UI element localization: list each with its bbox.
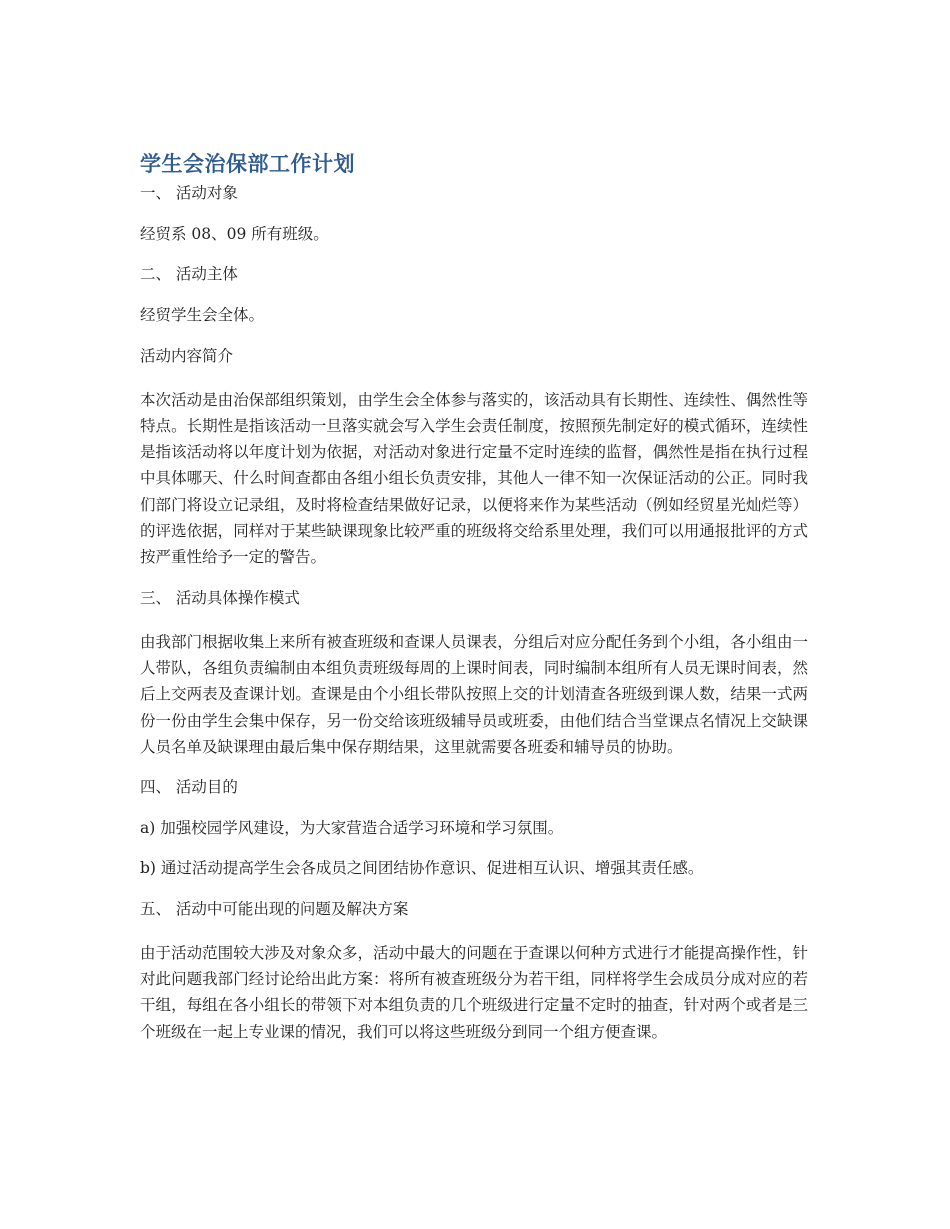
page-title: 学生会治保部工作计划	[140, 152, 355, 176]
section-heading-problems: 五、 活动中可能出现的问题及解决方案	[140, 899, 409, 918]
section-heading-subject: 二、 活动主体	[140, 265, 238, 284]
section-text-operation: 由我部门根据收集上来所有被查班级和查课人员课表，分组后对应分配任务到个小组，各小组由一人带队，各组负责编制由本组负责班级每周的上课时间表，同时编制本组所有人员无课时间表，然后上交两表及查课计划。查课是由个小组长带队按照上交的计划清查各班级到课人数，结果一式两份一份由学生会集中保存，另一份交给该班级辅导员或班委，由他们结合当堂课点名情况上交缺课人员名单及缺课理由最后集中保存期结果，这里就需要各班委和辅导员的协助。	[140, 632, 808, 756]
purpose-item-b: b) 通过活动提高学生会各成员之间团结协作意识、促进相互认识、增强其责任感。	[140, 859, 704, 878]
section-text-subject: 经贸学生会全体。	[140, 306, 265, 325]
section-text-problems: 由于活动范围较大涉及对象众多，活动中最大的问题在于查课以何种方式进行才能提高操作性，针对此问题我部门经讨论给出此方案：将所有被查班级分为若干组，同样将学生会成员分成对应的若干组，每组在各小组长的带领下对本组负责的几个班级进行定量不定时的抽查，针对两个或者是三个班级在一起上专业课的情况，我们可以将这些班级分到同一个组方便查课。	[140, 943, 808, 1041]
document-page	[140, 148, 808, 1045]
section-heading-operation: 三、 活动具体操作模式	[140, 588, 300, 607]
section-text-target: 经贸系 08、09 所有班级。	[140, 225, 329, 243]
section-text-intro: 本次活动是由治保部组织策划，由学生会全体参与落实的，该活动具有长期性、连续性、偶然性等特点。长期性是指该活动一旦落实就会写入学生会责任制度，按照预先制定好的模式循环，连续性是指该活动将以年度计划为依据，对活动对象进行定量不定时连续的监督，偶然性是指在执行过程中具体哪天、什么时间查都由各组小组长负责安排，其他人一律不知一次保证活动的公正。同时我们部门将设立记录组，及时将检查结果做好记录，以便将来作为某些活动（例如经贸星光灿烂等）的评选依据，同样对于某些缺课现象比较严重的班级将交给系里处理，我们可以用通报批评的方式按严重性给予一定的警告。	[140, 390, 808, 567]
section-heading-intro: 活动内容简介	[140, 346, 234, 365]
section-heading-target: 一、 活动对象	[140, 184, 238, 202]
purpose-item-a: a) 加强校园学风建设，为大家营造合适学习环境和学习氛围。	[140, 819, 564, 838]
section-heading-purpose: 四、 活动目的	[140, 778, 238, 797]
